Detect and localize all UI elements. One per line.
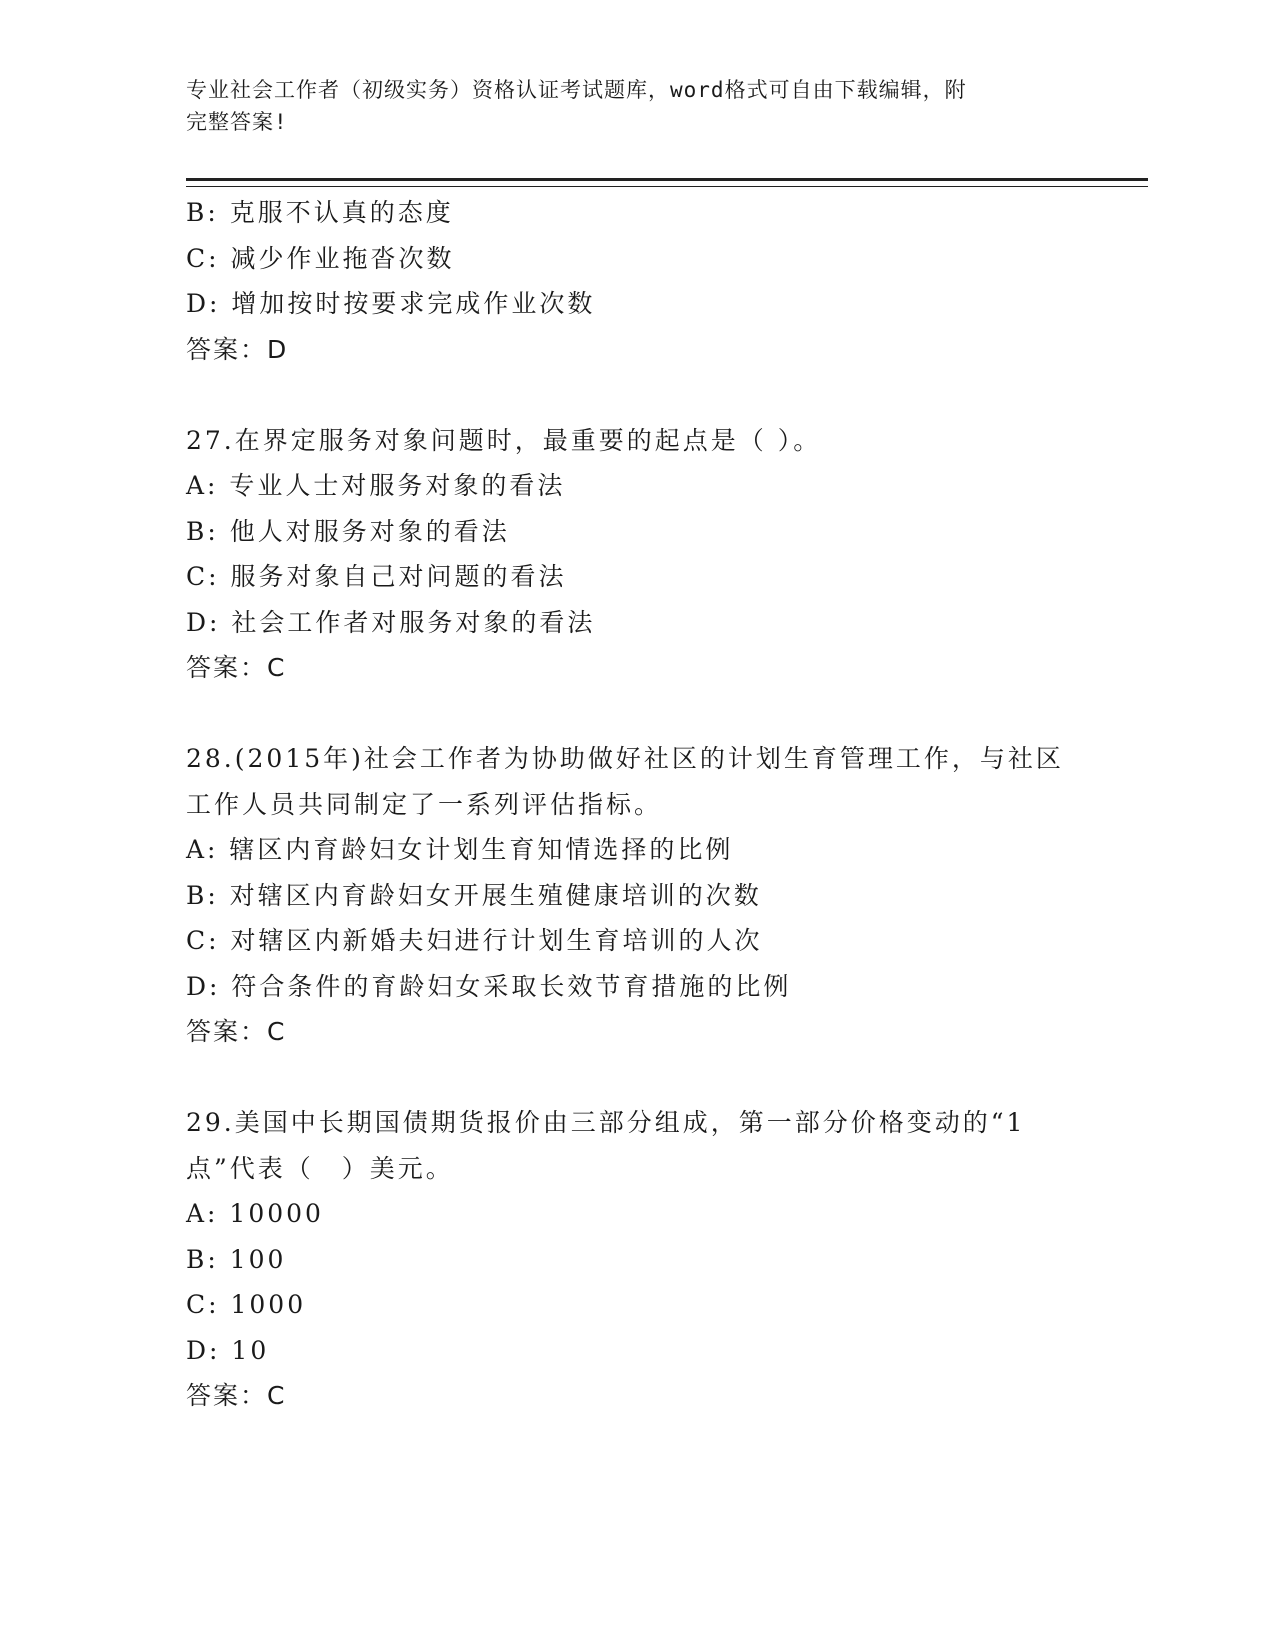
question-29: [186, 1100, 1086, 1419]
option-d: D: 10: [186, 1335, 270, 1365]
option-a: A: 专业人士对服务对象的看法: [186, 471, 566, 500]
question-28: [186, 736, 1086, 1055]
spacer: [186, 691, 1086, 737]
question-stem-line-2: 工作人员共同制定了一系列评估指标。: [186, 789, 663, 819]
header-divider: [186, 178, 1148, 187]
answer-line: 答案：C: [186, 1381, 287, 1410]
question-27: [186, 418, 1086, 691]
question-26-fragment: [186, 190, 1086, 372]
question-stem-line-1: 29.美国中长期国债期货报价由三部分组成，第一部分价格变动的“1: [186, 1108, 1026, 1137]
spacer: [186, 372, 1086, 418]
answer-line: 答案：D: [186, 334, 289, 364]
answer-line: 答案：C: [186, 653, 287, 682]
option-b: B: 100: [186, 1244, 287, 1274]
option-c: C: 服务对象自己对问题的看法: [186, 562, 567, 591]
answer-line: 答案：C: [186, 1017, 287, 1046]
option-a: A: 辖区内育龄妇女计划生育知情选择的比例: [186, 835, 734, 864]
question-stem: 27.在界定服务对象问题时，最重要的起点是（ ）。: [186, 425, 822, 455]
document-body: [186, 190, 1086, 1419]
option-d: D: 增加按时按要求完成作业次数: [186, 289, 596, 318]
option-c: C: 对辖区内新婚夫妇进行计划生育培训的人次: [186, 926, 763, 955]
option-b: B: 克服不认真的态度: [186, 198, 454, 227]
header-text-line-2: 完整答案!: [186, 110, 288, 134]
option-b: B: 对辖区内育龄妇女开展生殖健康培训的次数: [186, 880, 762, 910]
question-stem-line-1: 28.(2015年)社会工作者为协助做好社区的计划生育管理工作，与社区: [186, 744, 1064, 773]
question-stem-line-2: 点”代表（ ）美元。: [186, 1153, 454, 1183]
option-d: D: 社会工作者对服务对象的看法: [186, 607, 596, 637]
option-a: A: 10000: [186, 1199, 324, 1228]
option-c: C: 减少作业拖沓次数: [186, 243, 455, 273]
option-b: B: 他人对服务对象的看法: [186, 516, 510, 546]
option-c: C: 1000: [186, 1290, 307, 1319]
spacer: [186, 1055, 1086, 1101]
header-text-line-1: 专业社会工作者（初级实务）资格认证考试题库，word格式可自由下载编辑，附: [186, 78, 967, 102]
page-header: [186, 74, 1086, 138]
option-d: D: 符合条件的育龄妇女采取长效节育措施的比例: [186, 971, 792, 1001]
